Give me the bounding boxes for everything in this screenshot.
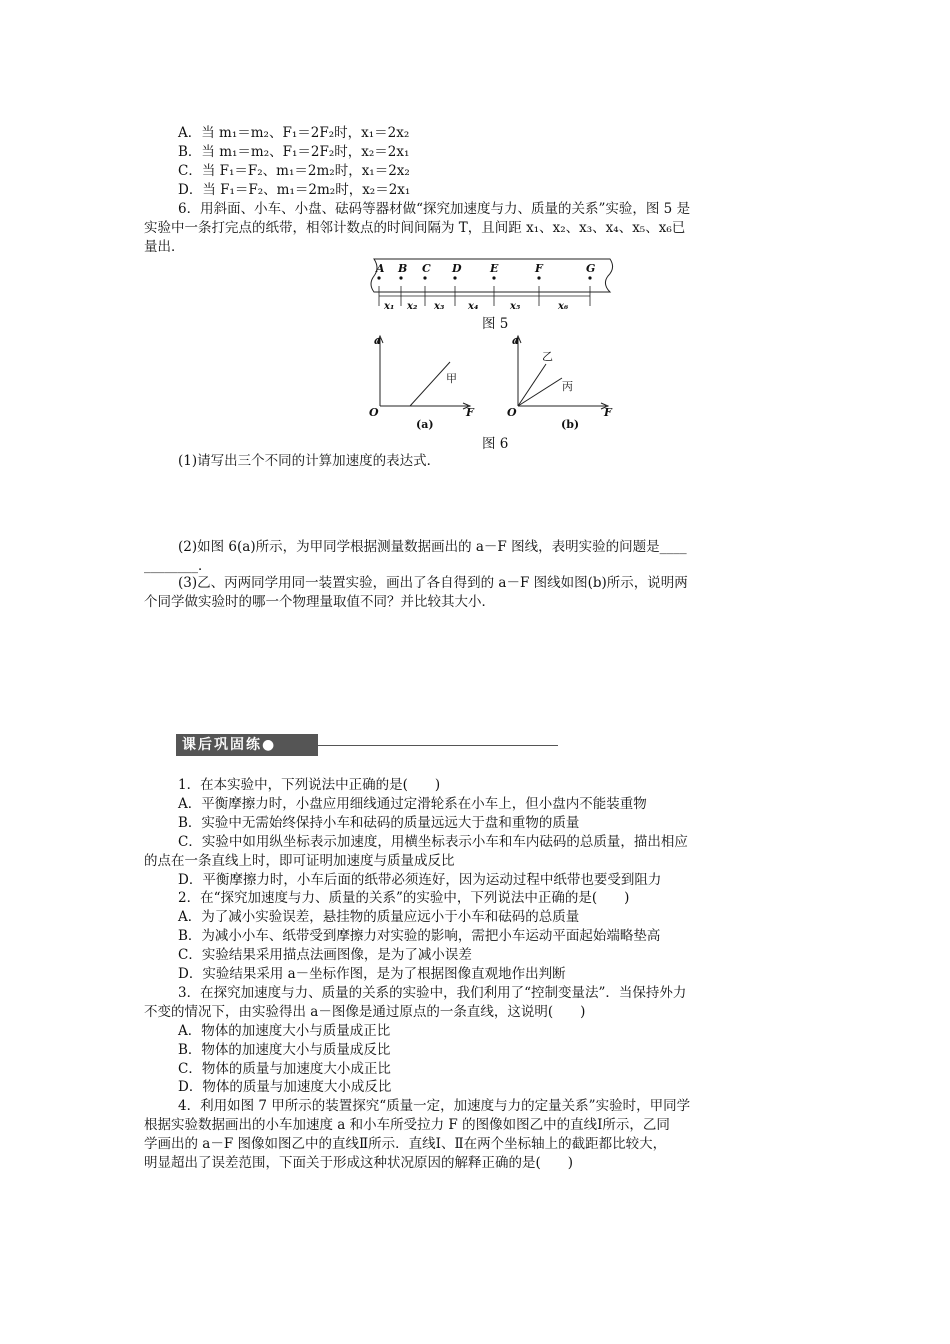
graph-b-line-yi — [518, 364, 546, 406]
graph-b-x-label: F — [604, 406, 612, 419]
q6-sub1: (1)请写出三个不同的计算加速度的表达式． — [178, 453, 441, 469]
q5-option-a: A．当 m₁＝m₂、F₁＝2F₂时，x₁＝2x₂ — [178, 125, 410, 141]
practice-line: 不变的情况下，由实验得出 a－图像是通过原点的一条直线，这说明( ) — [144, 1003, 586, 1020]
interval-x5: x₅ — [510, 301, 521, 312]
q6-sub2-line2: ________． — [144, 558, 212, 574]
graph-b-line-bing — [518, 378, 562, 406]
tape-label-e: E — [490, 262, 499, 275]
figure-6-caption: 图 6 — [482, 436, 509, 452]
q6-sub2-line1: (2)如图 6(a)所示，为甲同学根据测量数据画出的 a－F 图线，表明实验的问题是____ — [178, 539, 687, 555]
q6-stem-line1: 6．用斜面、小车、小盘、砝码等器材做“探究加速度与力、质量的关系”实验，图 5 是 — [178, 201, 691, 217]
interval-x2: x₂ — [407, 301, 418, 312]
q6-sub3-line1: (3)乙、丙两同学用同一装置实验，画出了各自得到的 a－F 图线如图(b)所示，说明两 — [178, 575, 688, 591]
practice-line: D．物体的质量与加速度大小成反比 — [178, 1079, 392, 1096]
tape-dot — [377, 276, 380, 279]
practice-line: A．物体的加速度大小与质量成正比 — [178, 1022, 391, 1039]
practice-line: A．为了减小实验误差，悬挂物的质量应远小于小车和砝码的总质量 — [178, 909, 580, 926]
interval-x4: x₄ — [468, 301, 479, 312]
figure-6-graphs — [366, 330, 616, 432]
practice-line: 4．利用如图 7 甲所示的装置探究“质量一定，加速度与力的定量关系”实验时，甲同学 — [178, 1098, 691, 1115]
practice-line: B．物体的加速度大小与质量成反比 — [178, 1041, 391, 1058]
graph-a-line-jia — [410, 362, 450, 406]
q5-option-c: C．当 F₁＝F₂、m₁＝2m₂时，x₁＝2x₂ — [178, 163, 410, 179]
graph-b-line1-label: 乙 — [542, 350, 553, 363]
q5-option-b: B．当 m₁＝m₂、F₁＝2F₂时，x₂＝2x₁ — [178, 144, 410, 160]
graph-a-origin: O — [369, 406, 379, 419]
graph-a-y-label: a — [374, 334, 382, 347]
practice-line: 根据实验数据画出的小车加速度 a 和小车所受拉力 F 的图像如图乙中的直线Ⅰ所示，乙同 — [144, 1117, 670, 1134]
practice-line: C．实验结果采用描点法画图像，是为了减小误差 — [178, 947, 472, 964]
graph-b-origin: O — [507, 406, 517, 419]
tape-dot — [423, 276, 426, 279]
practice-line: B．为减小小车、纸带受到摩擦力对实验的影响，需把小车运动平面起始端略垫高 — [178, 928, 661, 945]
interval-x6: x₆ — [558, 301, 569, 312]
tape-label-b: B — [398, 262, 408, 275]
graph-b-y-label: a — [512, 334, 520, 347]
figure-5-tape — [360, 256, 620, 316]
practice-line: A．平衡摩擦力时，小盘应用细线通过定滑轮系在小车上，但小盘内不能装重物 — [178, 795, 647, 812]
q5-option-d: D．当 F₁＝F₂、m₁＝2m₂时，x₂＝2x₁ — [178, 182, 411, 198]
practice-line: 的点在一条直线上时，即可证明加速度与质量成反比 — [144, 852, 455, 869]
q6-stem-line3: 量出． — [144, 239, 185, 255]
section-divider — [310, 745, 558, 746]
figure-5-caption: 图 5 — [482, 316, 509, 332]
tape-label-f: F — [535, 262, 543, 275]
tape-label-c: C — [422, 262, 431, 275]
practice-line: D．平衡摩擦力时，小车后面的纸带必须连好，因为运动过程中纸带也要受到阻力 — [178, 871, 662, 888]
practice-line: B．实验中无需始终保持小车和砝码的质量远远大于盘和重物的质量 — [178, 814, 580, 831]
tape-dot — [492, 276, 495, 279]
practice-line: 2．在“探究加速度与力、质量的关系”的实验中，下列说法中正确的是( ) — [178, 890, 630, 907]
interval-x1: x₁ — [384, 301, 395, 312]
q6-stem-line2: 实验中一条打完点的纸带，相邻计数点的时间间隔为 T，且间距 x₁、x₂、x₃、x₄、x₅、x₆已 — [144, 220, 686, 236]
tape-dot — [399, 276, 402, 279]
graph-a-line-label: 甲 — [446, 372, 457, 385]
graph-a-x-label: F — [466, 406, 474, 419]
interval-x3: x₃ — [434, 301, 445, 312]
practice-line: 明显超出了误差范围，下面关于形成这种状况原因的解释正确的是( ) — [144, 1155, 574, 1171]
practice-line: 3．在探究加速度与力、质量的关系的实验中，我们利用了“控制变量法”．当保持外力 — [178, 984, 687, 1001]
practice-line: 学画出的 a－F 图像如图乙中的直线Ⅱ所示．直线Ⅰ、Ⅱ在两个坐标轴上的截距都比较大， — [144, 1136, 667, 1153]
practice-line: C．实验中如用纵坐标表示加速度，用横坐标表示小车和车内砝码的总质量，描出相应 — [178, 833, 688, 850]
tape-dot — [588, 276, 591, 279]
practice-line: D．实验结果采用 a－坐标作图，是为了根据图像直观地作出判断 — [178, 966, 566, 982]
q6-sub3-line2: 个同学做实验时的哪一个物理量取值不同？并比较其大小． — [144, 594, 495, 610]
practice-line: 1．在本实验中，下列说法中正确的是( ) — [178, 777, 441, 793]
section-title: 课后巩固练● — [176, 734, 318, 756]
tape-dot — [537, 276, 540, 279]
tape-label-a: A — [376, 262, 385, 275]
tape-dot — [453, 276, 456, 279]
tape-label-g: G — [586, 262, 596, 275]
graph-b-line2-label: 丙 — [562, 380, 573, 393]
graph-a-caption: (a) — [416, 418, 434, 431]
tape-label-d: D — [452, 262, 462, 275]
graph-b-caption: (b) — [561, 418, 580, 431]
practice-line: C．物体的质量与加速度大小成正比 — [178, 1060, 391, 1077]
